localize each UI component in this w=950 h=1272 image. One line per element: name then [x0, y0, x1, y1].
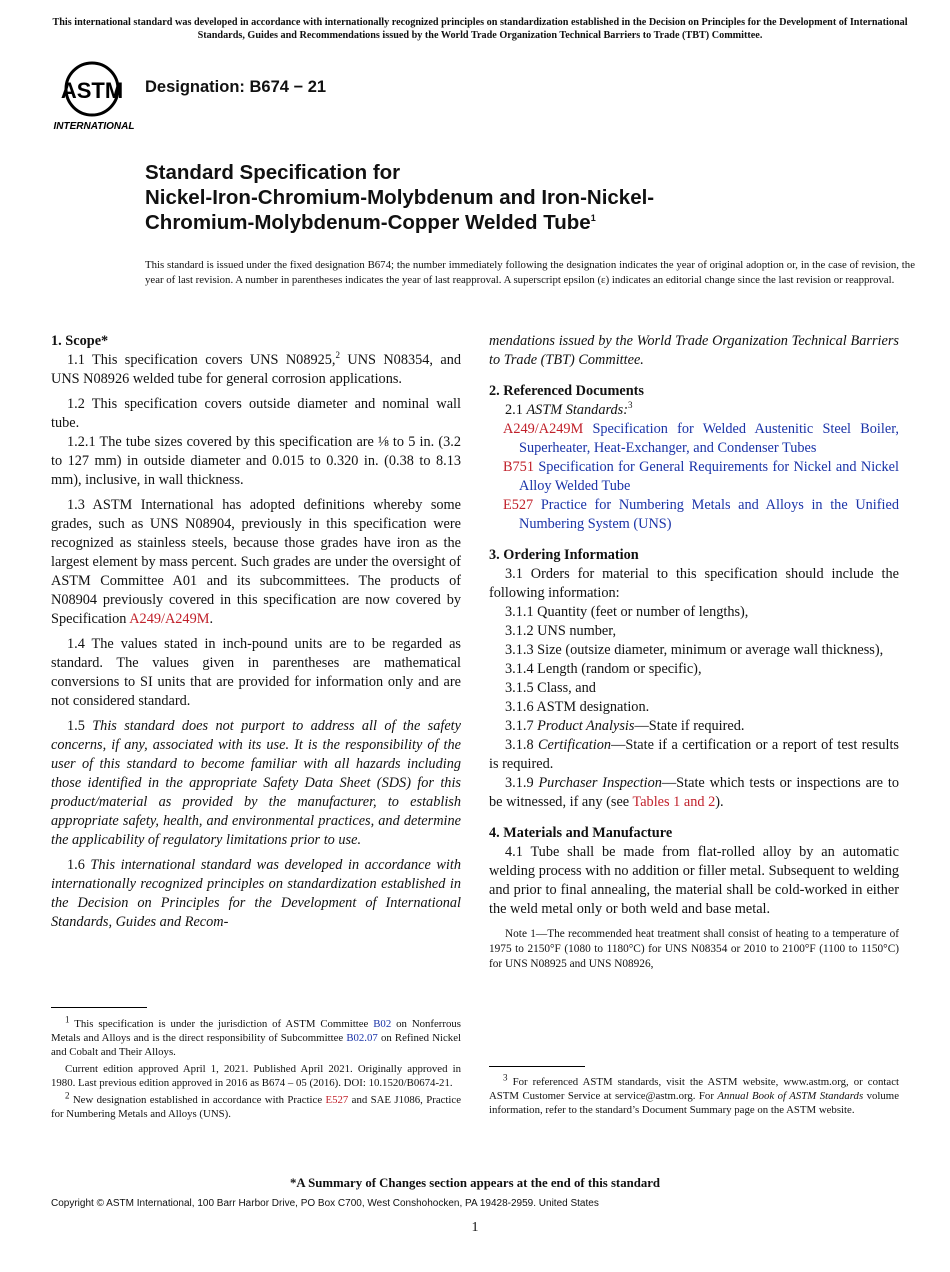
- item-3-1-9: 3.1.9 Purchaser Inspection—State which tests or inspections are to be witnessed, if any (see Tables 1 and 2).: [489, 775, 899, 810]
- item-3-1-3: 3.1.3 Size (outsize diameter, minimum or average wall thickness),: [505, 642, 884, 658]
- title-line-1: Standard Specification for: [145, 161, 401, 184]
- b02-07-link[interactable]: B02.07: [346, 1032, 378, 1044]
- left-column: [51, 332, 461, 932]
- ref-title-b751[interactable]: Specification for General Requirements for Nickel and Nickel Alloy Welded Tube: [519, 459, 899, 494]
- para-1-6: [51, 856, 461, 932]
- right-column: [489, 332, 899, 972]
- para-1-5-text: This standard does not purport to address all of the safety concerns, if any, associated with its use. It is the responsibility of the user of this standard to become familiar with all hazards including those identified in the appropriate Safety Data Sheet (SDS) for this product/material as provided by the manufacturer, to establish appropriate safety, health, and environmental practices, and determine the applicability of regulatory limitations prior to use.: [51, 718, 461, 848]
- para-1-3-text: 1.3 ASTM International has adopted definitions whereby some grades, such as UNS N08904, previously in this specification were recognized as stainless steels, because those grades have iron as the largest element by mass percent. Such grades are under the oversight of ASTM Committee A01 and its subcommittees. The products of N08904 previously covered in this specification are now covered by Specification: [51, 497, 461, 627]
- para-1-1-b: UNS N08354, and UNS N08926 welded tube for general corrosion applications.: [51, 352, 462, 387]
- summary-notice: *A Summary of Changes section appears at the end of this standard: [289, 1176, 661, 1190]
- ref-link-e527[interactable]: E527: [503, 497, 534, 513]
- item-3-1-7: 3.1.7 Product Analysis—State if required.: [505, 718, 745, 734]
- ref-item-b751: [489, 458, 899, 496]
- para-1-6-num: 1.6: [67, 857, 91, 873]
- e527-footnote-link[interactable]: E527: [325, 1094, 349, 1106]
- title-line-2: Nickel-Iron-Chromium-Molybdenum and Iron-Nickel-: [145, 186, 655, 209]
- footnote-divider-right: [489, 1066, 585, 1067]
- title-line-3-text: Chromium-Molybdenum-Copper Welded Tube: [145, 211, 591, 234]
- tables-link[interactable]: Tables 1 and 2: [632, 794, 716, 810]
- scope-heading: 1. Scope*: [51, 333, 109, 349]
- para-3-1: 3.1 Orders for material to this specification should include the following information:: [489, 566, 899, 601]
- referenced-documents-heading: 2. Referenced Documents: [489, 383, 644, 399]
- footnote-divider: [51, 1007, 147, 1008]
- para-1-5-num: 1.5: [67, 718, 93, 734]
- ref-item-a249: [489, 420, 899, 458]
- footnote-2-mark[interactable]: 2: [335, 350, 340, 361]
- ref-item-e527: [489, 496, 899, 534]
- intro-paragraph: This standard is issued under the fixed designation B674; the number immediately following the designation indicates the year of original adoption or, in the case of revision, the year of last revision. A number in parentheses indicates the year of last reapproval. A superscript epsilon (ε) indicates an editorial change since the last revision or reapproval.: [145, 259, 915, 286]
- right-footnotes: [489, 1072, 899, 1117]
- ref-title-e527[interactable]: Practice for Numbering Metals and Alloys in the Unified Numbering System (UNS): [519, 497, 899, 532]
- para-1-6-cont-text: mendations issued by the World Trade Organization Technical Barriers to Trade (TBT) Committee.: [489, 333, 899, 368]
- title-footnote-mark: 1: [590, 213, 596, 224]
- left-footnotes: [51, 1014, 461, 1121]
- materials-heading: 4. Materials and Manufacture: [489, 825, 673, 841]
- logo-subtext: INTERNATIONAL: [53, 121, 135, 132]
- para-1-6-continued: [489, 332, 899, 370]
- document-title: [145, 160, 905, 235]
- copyright: Copyright © ASTM International, 100 Barr Harbor Drive, PO Box C700, West Conshohocken, PA 19428-2959. United States: [51, 1198, 599, 1209]
- logo-text: ASTM: [60, 78, 124, 103]
- footnote-3-mark[interactable]: 3: [628, 400, 633, 411]
- astm-logo: [52, 56, 136, 132]
- designation: Designation: B674 − 21: [145, 78, 327, 96]
- page-number: 1: [471, 1220, 479, 1235]
- item-3-1-2: 3.1.2 UNS number,: [505, 623, 617, 639]
- para-1-5: [51, 717, 461, 850]
- ordering-heading: 3. Ordering Information: [489, 547, 639, 563]
- para-1-3: [51, 496, 461, 629]
- item-3-1-5: 3.1.5 Class, and: [505, 680, 596, 696]
- title-line-3: [145, 210, 905, 235]
- para-4-1: 4.1 Tube shall be made from flat-rolled alloy by an automatic welding process with no addition or filler metal. Subsequent to welding and prior to final annealing, the material shall be cold-worked in either the weld metal only or both weld and base metal.: [489, 844, 899, 917]
- para-1-1-a: 1.1 This specification covers UNS N08925,: [67, 352, 336, 368]
- para-1-2: 1.2 This specification covers outside diameter and nominal wall tube.: [51, 396, 461, 431]
- item-3-1-1: 3.1.1 Quantity (feet or number of lengths),: [505, 604, 749, 620]
- para-1-4: 1.4 The values stated in inch-pound units are to be regarded as standard. The values given in parentheses are mathematical conversions to SI units that are provided for information only and are not considered standard.: [51, 636, 461, 709]
- astm-standards-label: ASTM Standards:: [526, 402, 628, 418]
- ref-title-a249[interactable]: Specification for Welded Austenitic Steel Boiler, Superheater, Heat-Exchanger, and Condenser Tubes: [519, 421, 899, 456]
- ref-link-a249[interactable]: A249/A249M: [503, 421, 584, 437]
- item-3-1-6: 3.1.6 ASTM designation.: [505, 699, 650, 715]
- footnote-2: $^2$ New designation established in accordance with Practice E527 and SAE J1086, Practice for Numbering Metals and Alloys (UNS).: [51, 1090, 461, 1120]
- para-1-3-end: .: [209, 611, 214, 627]
- note-1: Note 1—The recommended heat treatment shall consist of heating to a temperature of 1975 to 2150°F (1080 to 1180°C) for UNS N08354 or 2010 to 2100°F (1100 to 1150°C) for UNS N08925 and UNS N08926,: [489, 928, 899, 970]
- footnote-3: $^3$ For referenced ASTM standards, visit the ASTM website, www.astm.org, or contact ASTM Customer Service at service@astm.org. For Annual Book of ASTM Standards volume information, refer to the standard’s Document Summary page on the ASTM website.: [489, 1072, 899, 1116]
- ref-link-b751[interactable]: B751: [503, 459, 534, 475]
- para-2-1: 2.1 ASTM Standards:$^3$: [505, 400, 633, 418]
- para-1-6-text: This international standard was developed in accordance with internationally recognized principles on standardization established in the Decision on Principles for the Development of International Standards, Guides and Recom-: [51, 857, 461, 930]
- edition-note: Current edition approved April 1, 2021. Published April 2021. Originally approved in 1980. Last previous edition approved in 2016 as B674 – 05 (2016). DOI: 10.1520/B0674-21.: [51, 1063, 461, 1089]
- a249-link[interactable]: A249/A249M: [129, 611, 210, 627]
- para-1-2-1: 1.2.1 The tube sizes covered by this specification are ⅛ to 5 in. (3.2 to 127 mm) in outside diameter and 0.015 to 0.320 in. (0.38 to 8.13 mm), inclusive, in wall thickness.: [51, 434, 461, 488]
- item-3-1-4: 3.1.4 Length (random or specific),: [505, 661, 702, 677]
- b02-link[interactable]: B02: [373, 1018, 392, 1030]
- footnote-1: $^1$ This specification is under the jurisdiction of ASTM Committee B02 on Nonferrous Metals and Alloys and is the direct responsibility of Subcommittee B02.07 on Refined Nickel and Cobalt and Their Alloys.: [51, 1014, 461, 1058]
- para-1-1: [51, 351, 461, 389]
- intl-standard-notice: This international standard was developed in accordance with internationally recognized principles on standardization established in the Decision on Principles for the Development of International Standards, Guides and Recommendations issued by the World Trade Organization Technical Barriers to Trade (TBT) Committee.: [52, 17, 908, 41]
- item-3-1-8: 3.1.8 Certification—State if a certification or a report of test results is required.: [489, 737, 899, 772]
